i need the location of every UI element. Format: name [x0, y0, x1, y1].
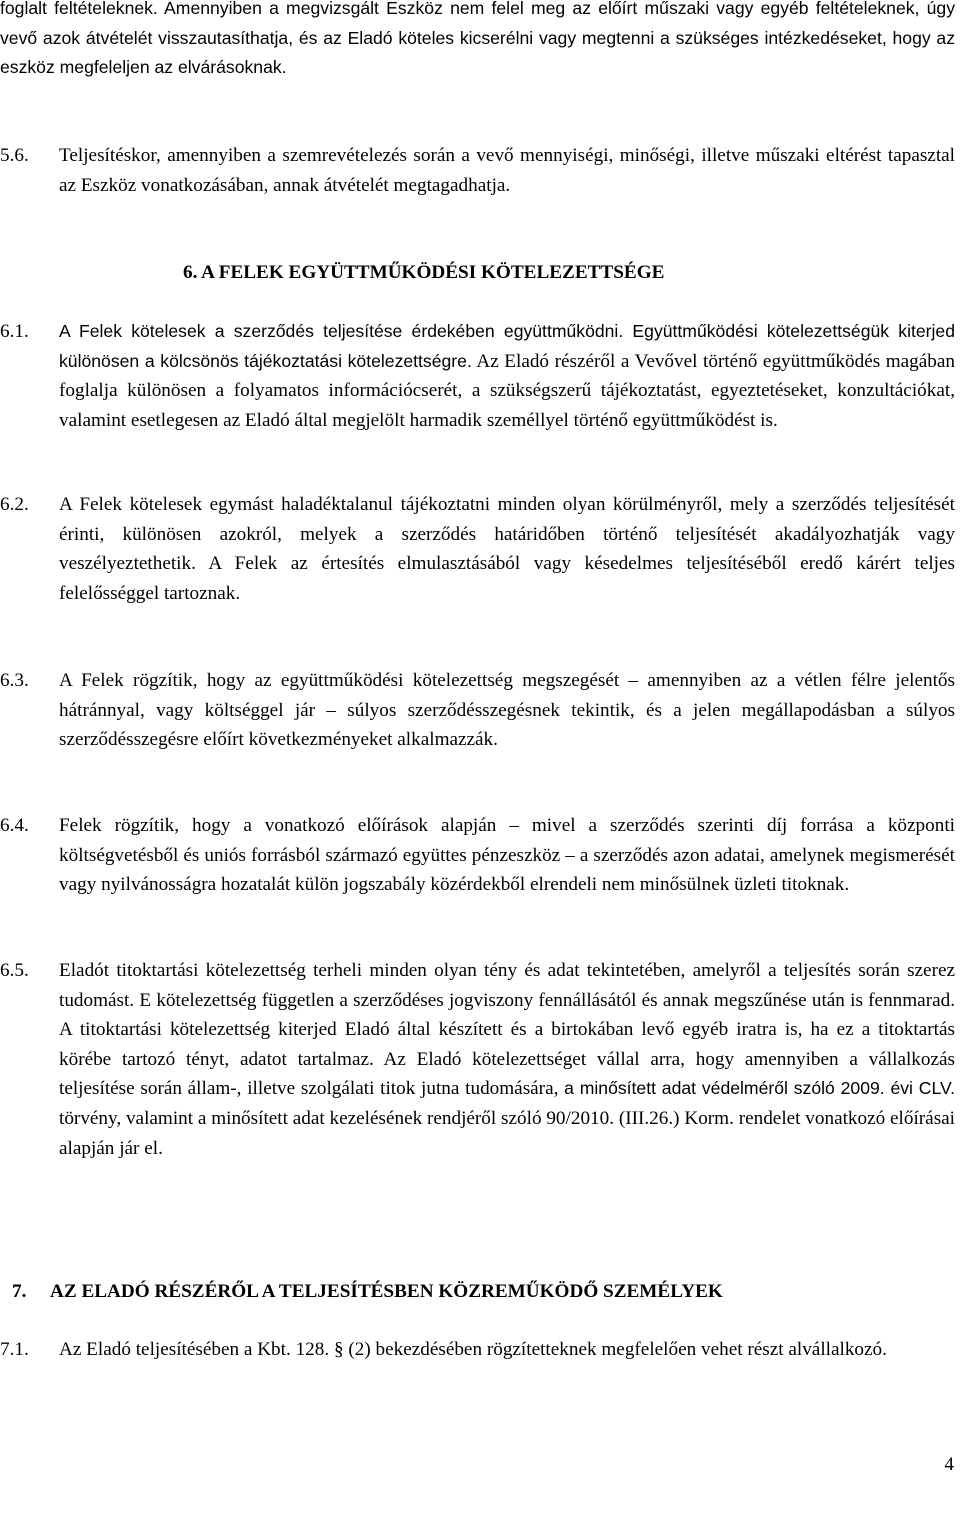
paragraph-6-1 [59, 317, 955, 435]
paragraph-6-5 [59, 956, 955, 1163]
paragraph-6-2: A Felek kötelesek egymást haladéktalanul tájékoztatni minden olyan körülményről, mely a szerződés teljesítését érinti, különösen azokról, melyek a szerződés határidőben történő teljesítését akadályozhatják vagy veszélyeztethetik. A Felek az értesítés elmulasztásából vagy késedelmes teljesítéséből eredő kárért teljes felelősséggel tartoznak. [59, 494, 955, 604]
paragraph-6-1-part-b: Az Eladó részéről a Vevővel történő együttműködés magában foglalja különösen a folyamatos információcserét, a szükségszerű tájékoztatást, egyeztetéseket, konzultációkat, valamint esetlegesen az Eladó által megjelölt harmadik személlyel történő együttműködést is. [59, 350, 955, 431]
paragraph-6-3: A Felek rögzítik, hogy az együttműködési kötelezettség megszegését – amennyiben az a vétlen félre jelentős hátránnyal, vagy költséggel jár – súlyos szerződésszegésnek tekintik, és a jelen megállapodásban a súlyos szerződésszegésre előírt következményeket alkalmazzák. [59, 670, 955, 751]
paragraph-6-5-part-b: a minősített adat védelméről szóló 2009. évi CLV. [564, 1078, 955, 1099]
section-number-6-1: 6.1. [0, 321, 29, 342]
section-number-6-4: 6.4. [0, 815, 29, 836]
paragraph-7-1: Az Eladó teljesítésében a Kbt. 128. § (2) bekezdésében rögzítetteknek megfelelően vehet részt alvállalkozó. [59, 1339, 887, 1360]
paragraph-6-1-part-a: A Felek kötelesek a szerződés teljesítése érdekében együttműködni. Együttműködési kötelezettségük kiterjed különösen a kölcsönös tájékoztatási kötelezettségre. [59, 321, 955, 371]
paragraph-5-6: Teljesítéskor, amennyiben a szemrevételezés során a vevő mennyiségi, minőségi, illetve műszaki eltérést tapasztal az Eszköz vonatkozásában, annak átvételét megtagadhatja. [59, 145, 955, 196]
paragraph-6-4: Felek rögzítik, hogy a vonatkozó előírások alapján – mivel a szerződés szerinti díj forrása a központi költségvetésből és uniós forrásból származó együttes pénzeszköz – a szerződés azon adatai, amelynek megismerését vagy nyilvánosságra hozatalát külön jogszabály közérdekből elrendeli nem minősülnek üzleti titoknak. [59, 815, 955, 896]
paragraph-6-5-part-c: törvény, valamint a minősített adat kezelésének rendjéről szóló 90/2010. (III.26.) Korm. rendelet vonatkozó előírásai alapján jár el. [59, 1107, 956, 1159]
section-number-6-3: 6.3. [0, 670, 29, 691]
section-number-5-6: 5.6. [0, 145, 29, 166]
section-number-6-5: 6.5. [0, 960, 29, 981]
section-number-7-1: 7.1. [0, 1339, 29, 1360]
heading-section-7: AZ ELADÓ RÉSZÉRŐL A TELJESÍTÉSBEN KÖZREMŰKÖDŐ SZEMÉLYEK [50, 1281, 723, 1302]
paragraph-6-5-part-a: Eladót titoktartási kötelezettség terheli minden olyan tény és adat tekintetében, amelyről a teljesítés során szerez tudomást. E kötelezettség független a szerződéses jogviszony fennállásától és annak megszűnése után is fennmarad. A titoktartási kötelezettség kiterjed Eladó által készített és a birtokában levő egyéb iratra is, ha ez a titoktartás körébe tartozó tényt, adatot tartalmaz. Az Eladó kötelezettséget vállal arra, hogy amennyiben a vállalkozás teljesítése során állam-, illetve szolgálati titok jutna tudomására, [59, 960, 955, 1100]
page-number: 4 [944, 1454, 954, 1475]
heading-section-6: 6. A FELEK EGYÜTTMŰKÖDÉSI KÖTELEZETTSÉGE [183, 262, 665, 283]
heading-section-7-number: 7. [12, 1281, 27, 1302]
section-number-6-2: 6.2. [0, 494, 29, 515]
intro-paragraph: foglalt feltételeknek. Amennyiben a megvizsgált Eszköz nem felel meg az előírt műszaki vagy egyéb feltételeknek, úgy vevő azok átvételét visszautasíthatja, és az Eladó köteles kicserélni vagy megtenni a szükséges intézkedéseket, hogy az eszköz megfeleljen az elvárásoknak. [0, 0, 955, 78]
